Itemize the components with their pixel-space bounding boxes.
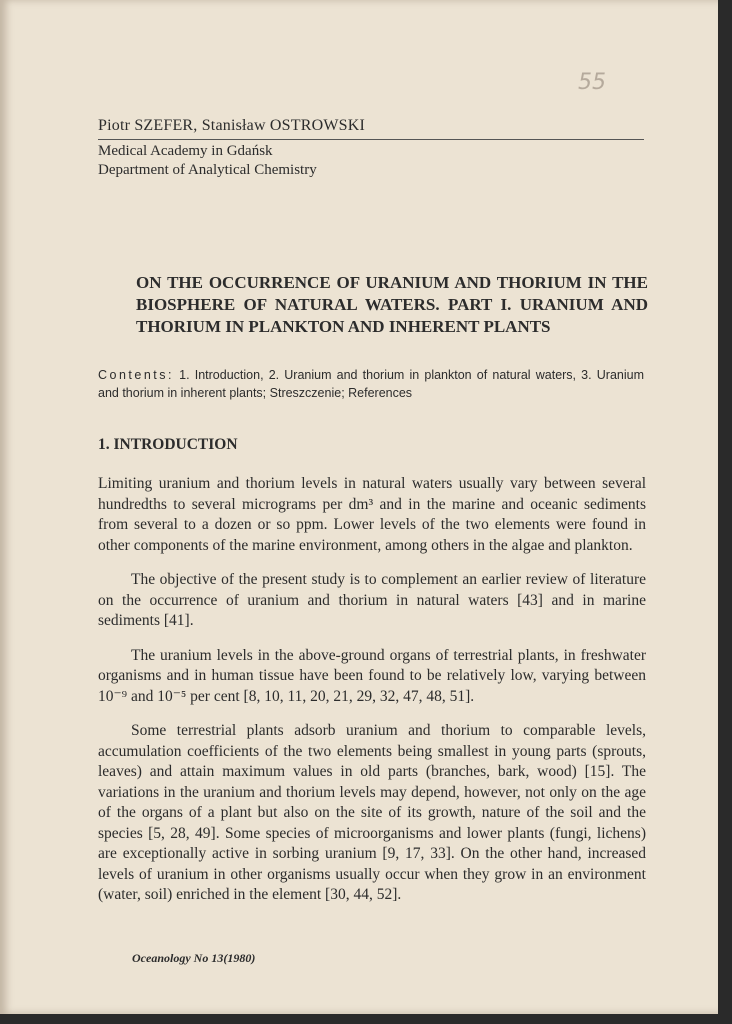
paragraph: Limiting uranium and thorium levels in natural waters usually vary between several hundredths to several micrograms per dm³ and in the marine and oceanic sediments from several to a dozen or so ppm. Lower levels of the two elements were found in other components of the marine environment, among others in the algae and plankton. — [98, 475, 646, 554]
paragraph: The objective of the present study is to complement an earlier review of literature on the occurrence of uranium and thorium in natural waters [43] and in marine sediments [41]. — [98, 571, 646, 629]
journal-footer: Oceanology No 13(1980) — [132, 951, 256, 965]
section-heading: 1. INTRODUCTION — [98, 436, 238, 453]
affiliation-line: Medical Academy in Gdańsk — [98, 143, 273, 159]
affiliation — [98, 142, 317, 180]
body-text — [98, 474, 646, 920]
paragraph: The uranium levels in the above-ground organs of terrestrial plants, in freshwater organisms and in human tissue have been found to be relatively low, varying between 10⁻⁹ and 10⁻⁵ per cent [8, 10, 11, 20, 21, 29, 32, 47, 48, 51]. — [98, 646, 646, 705]
authors: Piotr SZEFER, Stanisław OSTROWSKI — [98, 117, 366, 134]
divider — [98, 139, 644, 140]
handwritten-page-number: 55 — [578, 70, 606, 95]
paper-title: ON THE OCCURRENCE OF URANIUM AND THORIUM IN THE BIOSPHERE OF NATURAL WATERS. PART I. URANIUM AND THORIUM IN PLANKTON AND INHERENT PLANTS — [136, 273, 648, 336]
paragraph: Some terrestrial plants adsorb uranium and thorium to comparable levels, accumulation coefficients of the two elements being smallest in young parts (sprouts, leaves) and attain maximum values in old parts (branches, bark, wood) [15]. The variations in the uranium and thorium levels may depend, however, not only on the age of the organs of a plant but also on the site of its growth, nature of the soil and the species [5, 28, 49]. Some species of microorganisms and lower plants (fungi, lichens) are exceptionally active in sorbing uranium [9, 17, 33]. On the other hand, increased levels of uranium in other organisms usually occur when they grow in an environment (water, soil) enriched in the element [30, 44, 52]. — [98, 722, 646, 903]
contents-text: 1. Introduction, 2. Uranium and thorium in plankton of natural waters, 3. Uranium and thorium in inherent plants; Streszczenie; References — [98, 368, 644, 400]
contents-label: Contents: — [98, 368, 175, 382]
contents — [98, 366, 644, 402]
affiliation-line: Department of Analytical Chemistry — [98, 162, 317, 178]
